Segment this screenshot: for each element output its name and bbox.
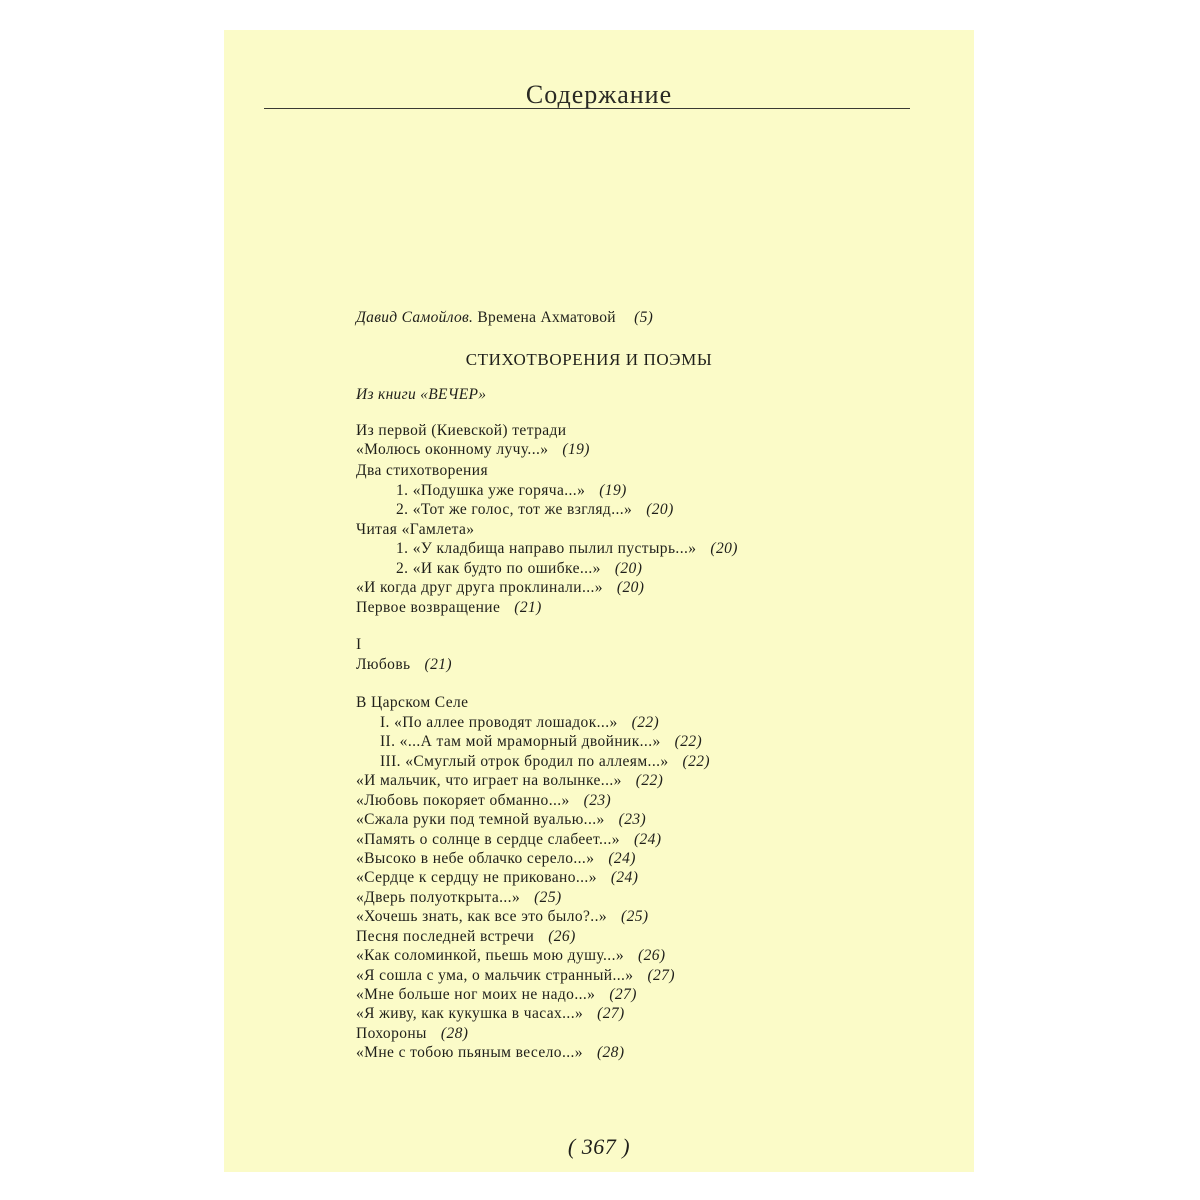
toc-entry-page: ( 22 ) [683, 753, 710, 770]
toc-entry-title: I. «По аллее проводят лошадок...» [380, 714, 618, 731]
toc-entry-page: ( 22 ) [632, 714, 659, 731]
toc-entry [356, 441, 590, 459]
toc-entry [356, 947, 665, 965]
book-title: Из книги «ВЕЧЕР» [356, 386, 487, 403]
toc-entry-page: ( 22 ) [675, 733, 702, 750]
toc-entry-title: Песня последней встречи [356, 928, 535, 945]
toc-entry-title: Из первой (Киевской) тетради [356, 422, 567, 439]
toc-entry-title: «Мне с тобою пьяным весело...» [356, 1044, 583, 1061]
intro-title: Времена Ахматовой [477, 309, 616, 326]
toc-entry-title: III. «Смуглый отрок бродил по аллеям...» [380, 753, 669, 770]
toc-entry [356, 599, 542, 617]
toc-entry-page: ( 22 ) [636, 772, 663, 789]
toc-entry-page: ( 24 ) [611, 869, 638, 886]
toc-entry [356, 928, 576, 946]
book-page [224, 30, 974, 1172]
toc-entry [356, 831, 661, 849]
toc-entry [380, 714, 659, 732]
toc-entry [356, 579, 644, 597]
intro-author: Давид Самойлов. [356, 309, 474, 326]
toc-entry [356, 850, 636, 868]
toc-entry-title: 2. «Тот же голос, тот же взгляд...» [396, 501, 633, 518]
toc-entry-page: ( 19 ) [599, 482, 626, 499]
toc-entry-page: ( 23 ) [619, 811, 646, 828]
page-heading: Содержание [525, 80, 673, 109]
toc-entry-page: ( 27 ) [597, 1005, 624, 1022]
toc-entry [396, 501, 674, 519]
toc-entry-title: «Дверь полуоткрыта...» [356, 889, 521, 906]
toc-entry-page: ( 20 ) [615, 560, 642, 577]
toc-entry [356, 1025, 468, 1043]
toc-entry [356, 694, 468, 712]
toc-entry [356, 636, 362, 654]
toc-entry [356, 986, 637, 1004]
toc-entry-title: «Мне больше ног моих не надо...» [356, 986, 596, 1003]
toc-entry-page: ( 19 ) [562, 441, 589, 458]
toc-entry [380, 733, 702, 751]
toc-entry [356, 462, 488, 480]
toc-entry-page: ( 24 ) [608, 850, 635, 867]
toc-entry [356, 521, 474, 539]
toc-entry [356, 967, 675, 985]
toc-entry-page: ( 28 ) [597, 1044, 624, 1061]
toc-entry-title: «Хочешь знать, как все это было?..» [356, 908, 608, 925]
toc-entry-title: В Царском Селе [356, 694, 469, 711]
toc-entry-page: ( 21 ) [425, 656, 452, 673]
toc-entry-page: ( 26 ) [548, 928, 575, 945]
toc-entry-title: «Высоко в небе облачко серело...» [356, 850, 595, 867]
toc-entry [356, 889, 562, 907]
section-title: СТИХОТВОРЕНИЯ И ПОЭМЫ [465, 350, 713, 369]
toc-entry-title: I [356, 636, 362, 653]
toc-entry-page: ( 20 ) [617, 579, 644, 596]
toc-entry [356, 1005, 625, 1023]
toc-entry [356, 811, 646, 829]
toc-entry-title: «Молюсь оконному лучу...» [356, 441, 549, 458]
toc-entry [356, 1044, 624, 1062]
toc-entry-page: ( 26 ) [638, 947, 665, 964]
toc-entry [356, 422, 566, 440]
toc-entry-page: ( 23 ) [584, 792, 611, 809]
toc-entry-page: ( 25 ) [534, 889, 561, 906]
toc-entry-title: «Сжала руки под темной вуалью...» [356, 811, 605, 828]
toc-entry [356, 869, 638, 887]
intro-page-number: ( 5 ) [634, 309, 653, 326]
toc-entry-title: «Я сошла с ума, о мальчик странный...» [356, 967, 634, 984]
toc-entry-title: 1. «Подушка уже горяча...» [396, 482, 586, 499]
toc-entry-title: 1. «У кладбища направо пылил пустырь...» [396, 540, 697, 557]
toc-entry-title: «Как соломинкой, пьешь мою душу...» [356, 947, 625, 964]
toc-entry-title: Похороны [356, 1025, 427, 1042]
toc-entry [396, 560, 642, 578]
toc-entry-title: Два стихотворения [356, 462, 488, 479]
toc-entry-page: ( 21 ) [514, 599, 541, 616]
toc-entry [356, 908, 648, 926]
toc-entry-title: «И мальчик, что играет на волынке...» [356, 772, 622, 789]
toc-entry-page: ( 27 ) [647, 967, 674, 984]
toc-entry-title: 2. «И как будто по ошибке...» [396, 560, 601, 577]
toc-entry [396, 482, 627, 500]
toc-entry-page: ( 20 ) [710, 540, 737, 557]
toc-entry-page: ( 28 ) [441, 1025, 468, 1042]
toc-entry-title: «Сердце к сердцу не приковано...» [356, 869, 597, 886]
toc-entry [380, 753, 710, 771]
toc-entry-page: ( 25 ) [621, 908, 648, 925]
toc-entry-page: ( 20 ) [646, 501, 673, 518]
toc-entry [356, 772, 663, 790]
toc-entry-page: ( 24 ) [634, 831, 661, 848]
page-number: ( 367 ) [567, 1134, 631, 1159]
toc-entry [356, 656, 452, 674]
toc-entry [356, 792, 611, 810]
toc-entry-title: «Память о солнце в сердце слабеет...» [356, 831, 620, 848]
toc-entry-title: «Я живу, как кукушка в часах...» [356, 1005, 584, 1022]
toc-list [224, 30, 974, 1172]
toc-entry-page: ( 27 ) [609, 986, 636, 1003]
toc-entry-title: II. «...А там мой мраморный двойник...» [380, 733, 661, 750]
toc-entry-title: «Любовь покоряет обманно...» [356, 792, 570, 809]
toc-entry-title: «И когда друг друга проклинали...» [356, 579, 603, 596]
toc-entry-title: Любовь [356, 656, 411, 673]
toc-entry [396, 540, 738, 558]
toc-entry-title: Первое возвращение [356, 599, 501, 616]
toc-entry-title: Читая «Гамлета» [356, 521, 475, 538]
